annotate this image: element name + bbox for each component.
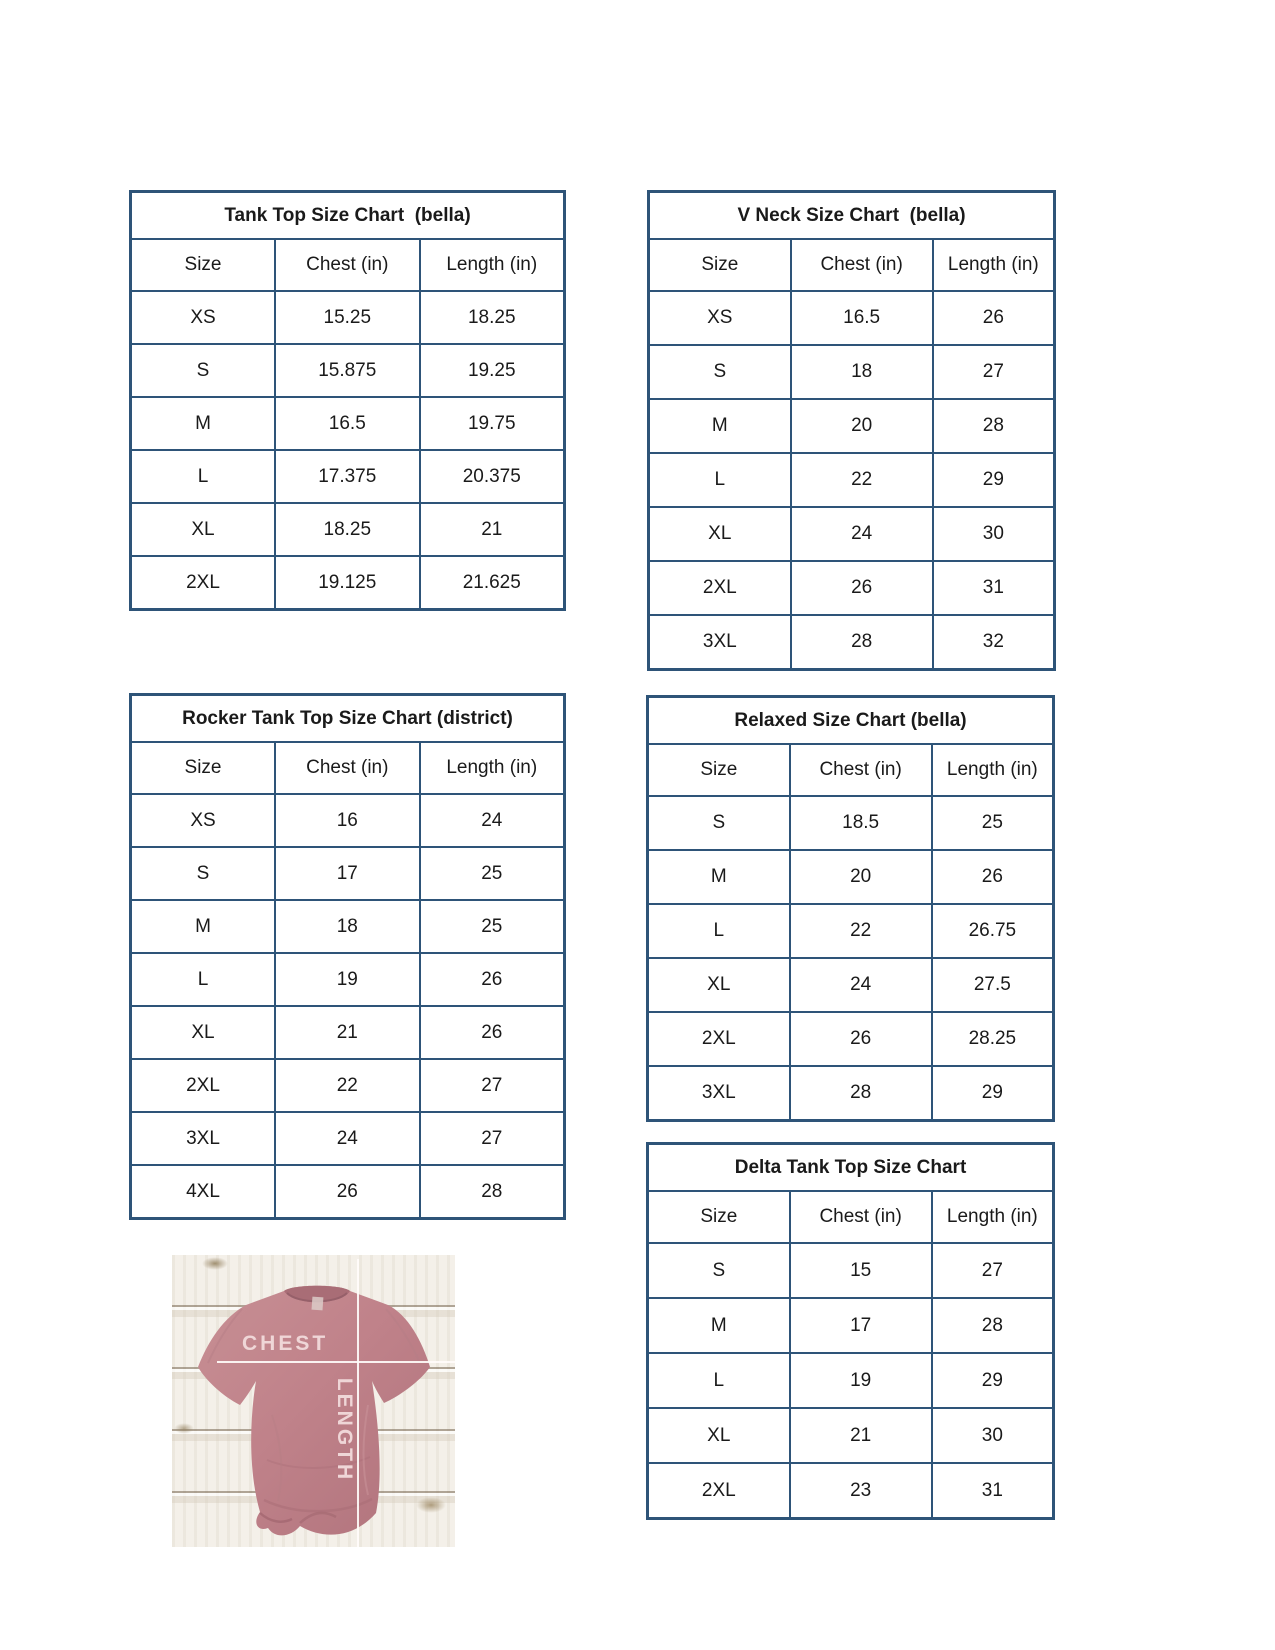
length-cell: 21.625 bbox=[420, 556, 565, 610]
column-header-size: Size bbox=[648, 1191, 790, 1243]
table-row bbox=[649, 345, 1055, 399]
size-cell: M bbox=[131, 397, 276, 450]
table-row bbox=[648, 1353, 1054, 1408]
length-cell: 26 bbox=[933, 291, 1055, 345]
size-cell: L bbox=[648, 904, 790, 958]
chest-cell: 26 bbox=[790, 1012, 932, 1066]
length-cell: 29 bbox=[933, 453, 1055, 507]
chest-measure-line bbox=[217, 1361, 455, 1363]
shirt-measurement-photo bbox=[172, 1255, 455, 1547]
chest-cell: 22 bbox=[791, 453, 933, 507]
column-header-size: Size bbox=[649, 239, 791, 291]
chest-cell: 28 bbox=[791, 615, 933, 670]
chest-cell: 24 bbox=[275, 1112, 420, 1165]
table-row bbox=[131, 556, 565, 610]
table-row bbox=[131, 847, 565, 900]
size-cell: L bbox=[649, 453, 791, 507]
length-cell: 25 bbox=[420, 900, 565, 953]
table-title-row bbox=[649, 192, 1055, 240]
chest-cell: 19 bbox=[275, 953, 420, 1006]
chest-cell: 26 bbox=[791, 561, 933, 615]
length-measure-line bbox=[357, 1259, 359, 1547]
chest-cell: 15 bbox=[790, 1243, 932, 1298]
size-cell: L bbox=[131, 953, 276, 1006]
tank-top-size-chart bbox=[129, 190, 566, 611]
length-cell: 27 bbox=[420, 1112, 565, 1165]
length-cell: 26 bbox=[420, 953, 565, 1006]
delta-tank-top-size-chart bbox=[646, 1142, 1055, 1520]
length-cell: 24 bbox=[420, 794, 565, 847]
length-cell: 32 bbox=[933, 615, 1055, 670]
chest-cell: 17.375 bbox=[275, 450, 420, 503]
size-cell: S bbox=[648, 1243, 790, 1298]
size-cell: M bbox=[649, 399, 791, 453]
size-cell: 3XL bbox=[649, 615, 791, 670]
neck-tag bbox=[312, 1297, 324, 1311]
length-cell: 20.375 bbox=[420, 450, 565, 503]
table-row bbox=[648, 1298, 1054, 1353]
chest-cell: 21 bbox=[275, 1006, 420, 1059]
column-header-length: Length (in) bbox=[420, 239, 565, 291]
chest-cell: 15.25 bbox=[275, 291, 420, 344]
length-cell: 28 bbox=[932, 1298, 1054, 1353]
size-cell: 3XL bbox=[131, 1112, 276, 1165]
size-table bbox=[129, 190, 566, 611]
column-header-chest: Chest (in) bbox=[275, 239, 420, 291]
chest-cell: 28 bbox=[790, 1066, 932, 1121]
relaxed-size-chart bbox=[646, 695, 1055, 1122]
column-header-size: Size bbox=[131, 239, 276, 291]
size-table bbox=[129, 693, 566, 1220]
size-cell: XL bbox=[649, 507, 791, 561]
length-cell: 27 bbox=[932, 1243, 1054, 1298]
column-header-chest: Chest (in) bbox=[791, 239, 933, 291]
table-row bbox=[131, 291, 565, 344]
length-cell: 19.75 bbox=[420, 397, 565, 450]
table-row bbox=[649, 399, 1055, 453]
chest-cell: 24 bbox=[790, 958, 932, 1012]
chest-cell: 19.125 bbox=[275, 556, 420, 610]
table-row bbox=[648, 1012, 1054, 1066]
length-cell: 21 bbox=[420, 503, 565, 556]
column-header-chest: Chest (in) bbox=[275, 742, 420, 794]
size-cell: XL bbox=[131, 503, 276, 556]
column-header-length: Length (in) bbox=[420, 742, 565, 794]
table-title: Relaxed Size Chart (bella) bbox=[648, 697, 1054, 745]
length-cell: 25 bbox=[932, 796, 1054, 850]
table-row bbox=[131, 1112, 565, 1165]
length-cell: 29 bbox=[932, 1353, 1054, 1408]
v-neck-size-chart bbox=[647, 190, 1056, 671]
tshirt-graphic bbox=[172, 1255, 455, 1547]
table-row bbox=[131, 344, 565, 397]
table-title-row bbox=[648, 1144, 1054, 1192]
table-row bbox=[649, 507, 1055, 561]
chest-cell: 20 bbox=[791, 399, 933, 453]
table-title: Rocker Tank Top Size Chart (district) bbox=[131, 695, 565, 743]
size-cell: S bbox=[131, 344, 276, 397]
size-table bbox=[646, 695, 1055, 1122]
table-row bbox=[131, 794, 565, 847]
size-cell: 2XL bbox=[649, 561, 791, 615]
table-header-row bbox=[131, 742, 565, 794]
chest-cell: 18.5 bbox=[790, 796, 932, 850]
chest-cell: 20 bbox=[790, 850, 932, 904]
length-cell: 27.5 bbox=[932, 958, 1054, 1012]
column-header-chest: Chest (in) bbox=[790, 1191, 932, 1243]
size-table bbox=[646, 1142, 1055, 1520]
chest-cell: 16.5 bbox=[275, 397, 420, 450]
size-cell: 2XL bbox=[648, 1463, 790, 1519]
size-cell: 4XL bbox=[131, 1165, 276, 1219]
chest-cell: 18 bbox=[791, 345, 933, 399]
size-cell: L bbox=[648, 1353, 790, 1408]
table-row bbox=[649, 561, 1055, 615]
length-label: LENGTH bbox=[333, 1377, 356, 1483]
size-cell: M bbox=[648, 1298, 790, 1353]
length-cell: 28 bbox=[933, 399, 1055, 453]
length-cell: 27 bbox=[420, 1059, 565, 1112]
length-cell: 26.75 bbox=[932, 904, 1054, 958]
chest-cell: 26 bbox=[275, 1165, 420, 1219]
chest-cell: 16.5 bbox=[791, 291, 933, 345]
chest-cell: 16 bbox=[275, 794, 420, 847]
table-row bbox=[649, 615, 1055, 670]
table-row bbox=[648, 958, 1054, 1012]
chest-cell: 18 bbox=[275, 900, 420, 953]
size-cell: XL bbox=[131, 1006, 276, 1059]
table-row bbox=[131, 503, 565, 556]
chest-cell: 24 bbox=[791, 507, 933, 561]
length-cell: 26 bbox=[420, 1006, 565, 1059]
table-row bbox=[649, 291, 1055, 345]
size-cell: XS bbox=[131, 794, 276, 847]
table-header-row bbox=[648, 1191, 1054, 1243]
size-cell: XS bbox=[131, 291, 276, 344]
length-cell: 31 bbox=[933, 561, 1055, 615]
table-row bbox=[131, 953, 565, 1006]
table-title-row bbox=[648, 697, 1054, 745]
table-title: Delta Tank Top Size Chart bbox=[648, 1144, 1054, 1192]
length-cell: 28 bbox=[420, 1165, 565, 1219]
table-row bbox=[131, 900, 565, 953]
size-cell: M bbox=[648, 850, 790, 904]
table-row bbox=[648, 850, 1054, 904]
table-row bbox=[131, 1059, 565, 1112]
column-header-size: Size bbox=[131, 742, 276, 794]
chest-label: CHEST bbox=[242, 1332, 329, 1355]
table-title-row bbox=[131, 192, 565, 240]
length-cell: 28.25 bbox=[932, 1012, 1054, 1066]
table-row bbox=[131, 450, 565, 503]
size-cell: XS bbox=[649, 291, 791, 345]
size-cell: 3XL bbox=[648, 1066, 790, 1121]
length-cell: 25 bbox=[420, 847, 565, 900]
chest-cell: 19 bbox=[790, 1353, 932, 1408]
size-cell: XL bbox=[648, 1408, 790, 1463]
table-row bbox=[649, 453, 1055, 507]
length-cell: 30 bbox=[932, 1408, 1054, 1463]
table-row bbox=[648, 796, 1054, 850]
length-cell: 29 bbox=[932, 1066, 1054, 1121]
size-table bbox=[647, 190, 1056, 671]
table-row bbox=[131, 397, 565, 450]
size-cell: L bbox=[131, 450, 276, 503]
chest-cell: 15.875 bbox=[275, 344, 420, 397]
table-title-row bbox=[131, 695, 565, 743]
chest-cell: 23 bbox=[790, 1463, 932, 1519]
size-cell: 2XL bbox=[131, 556, 276, 610]
size-cell: 2XL bbox=[131, 1059, 276, 1112]
chest-cell: 21 bbox=[790, 1408, 932, 1463]
length-cell: 19.25 bbox=[420, 344, 565, 397]
column-header-chest: Chest (in) bbox=[790, 744, 932, 796]
size-cell: 2XL bbox=[648, 1012, 790, 1066]
column-header-size: Size bbox=[648, 744, 790, 796]
rocker-tank-top-size-chart bbox=[129, 693, 566, 1220]
chest-cell: 17 bbox=[275, 847, 420, 900]
table-row bbox=[131, 1165, 565, 1219]
length-cell: 26 bbox=[932, 850, 1054, 904]
size-cell: M bbox=[131, 900, 276, 953]
chest-cell: 18.25 bbox=[275, 503, 420, 556]
table-header-row bbox=[649, 239, 1055, 291]
length-cell: 30 bbox=[933, 507, 1055, 561]
length-cell: 18.25 bbox=[420, 291, 565, 344]
column-header-length: Length (in) bbox=[933, 239, 1055, 291]
tshirt-body bbox=[198, 1286, 430, 1536]
length-cell: 31 bbox=[932, 1463, 1054, 1519]
table-title: Tank Top Size Chart (bella) bbox=[131, 192, 565, 240]
chest-cell: 22 bbox=[790, 904, 932, 958]
table-header-row bbox=[131, 239, 565, 291]
table-row bbox=[648, 1463, 1054, 1519]
table-row bbox=[648, 1408, 1054, 1463]
size-cell: S bbox=[648, 796, 790, 850]
size-cell: XL bbox=[648, 958, 790, 1012]
table-row bbox=[648, 1066, 1054, 1121]
length-cell: 27 bbox=[933, 345, 1055, 399]
chest-cell: 22 bbox=[275, 1059, 420, 1112]
table-row bbox=[131, 1006, 565, 1059]
column-header-length: Length (in) bbox=[932, 744, 1054, 796]
column-header-length: Length (in) bbox=[932, 1191, 1054, 1243]
size-cell: S bbox=[131, 847, 276, 900]
table-row bbox=[648, 1243, 1054, 1298]
table-row bbox=[648, 904, 1054, 958]
size-cell: S bbox=[649, 345, 791, 399]
table-header-row bbox=[648, 744, 1054, 796]
chest-cell: 17 bbox=[790, 1298, 932, 1353]
table-title: V Neck Size Chart (bella) bbox=[649, 192, 1055, 240]
